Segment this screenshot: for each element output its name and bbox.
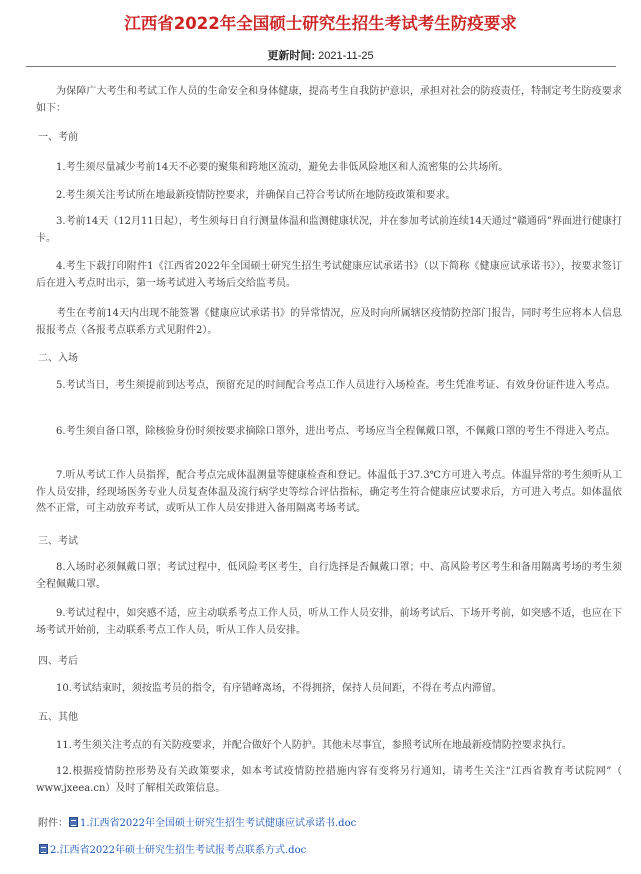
paragraph-2: 2.考生须关注考试所在地最新疫情防控要求，并确保自己符合考试所在地防疫政策和要求。 — [56, 190, 456, 201]
doc-icon — [69, 817, 78, 827]
doc-icon — [39, 844, 48, 854]
update-time-value: 2021-11-25 — [318, 50, 374, 62]
title-divider — [26, 66, 616, 67]
paragraph-10: 10.考试结束时，须按监考员的指令，有序错峰离场，不得拥挤，保持人员间距，不得在考点内滞留。 — [56, 683, 502, 694]
paragraph-7: 7.听从考试工作人员指挥，配合考点完成体温测量等健康检查和登记。体温低于37.3℃方可进入考点。体温异常的考生须听从工作人员安排，经现场医务专业人员复查体温及流行病学史等综合评估指标，确定考生符合健康应试要求后，方可进入考点。如体温依然不正常，可主动放弃考试，或听从工作人员安排进入备用隔离考场考试。 — [36, 470, 622, 514]
section-heading-entry: 二、入场 — [38, 353, 78, 364]
paragraph-6: 6.考生须自备口罩，除核验身份时须按要求摘除口罩外，进出考点、考场应当全程佩戴口罩，不佩戴口罩的考生不得进入考点。 — [56, 426, 616, 437]
attachment-link-2[interactable]: 2.江西省2022年硕士研究生招生考试报考点联系方式.doc — [50, 845, 307, 856]
attachment-row-1 — [38, 814, 356, 829]
section-heading-after-exam: 四、考后 — [38, 656, 78, 667]
paragraph-11: 11.考生须关注考点的有关防疫要求，并配合做好个人防护。其他未尽事宜，参照考试所在地最新疫情防控要求执行。 — [56, 740, 572, 751]
paragraph-4: 4.考生下载打印附件1《江西省2022年全国硕士研究生招生考试健康应试承诺书》（以下简称《健康应试承诺书》），按要求签订后在进入考点时出示，第一场考试进入考场后交给监考员。 — [36, 261, 622, 289]
intro-paragraph: 为保障广大考生和考试工作人员的生命安全和身体健康，提高考生自我防护意识，承担对社会的防疫责任，特制定考生防疫要求如下： — [36, 86, 622, 114]
page-title: 江西省2022年全国硕士研究生招生考试考生防疫要求 — [124, 14, 517, 33]
attachment-row-2 — [38, 841, 306, 856]
update-time — [0, 47, 641, 63]
attachments-label: 附件： — [38, 818, 68, 829]
section-heading-before-exam: 一、考前 — [38, 132, 78, 143]
update-time-label: 更新时间: — [267, 50, 316, 62]
section-heading-exam: 三、考试 — [38, 536, 78, 547]
paragraph-12: 12.根据疫情防控形势及有关政策要求，如本考试疫情防控措施内容有变将另行通知，请考生关注“江西省教育考试院网”（ www.jxeea.cn）及时了解相关政策信息。 — [36, 766, 632, 794]
paragraph-1: 1.考生须尽量减少考前14天不必要的聚集和跨地区流动，避免去非低风险地区和人流密集的公共场所。 — [56, 162, 509, 173]
paragraph-9: 9.考试过程中，如突感不适，应主动联系考点工作人员，听从工作人员安排，前场考试后、下场开考前，如突感不适，也应在下场考试开始前，主动联系考点工作人员，听从工作人员安排。 — [36, 608, 622, 636]
paragraph-8: 8.入场时必须佩戴口罩；考试过程中，低风险考区考生，自行选择是否佩戴口罩；中、高风险考区考生和备用隔离考场的考生须全程佩戴口罩。 — [36, 562, 622, 590]
section-heading-other: 五、其他 — [38, 712, 78, 723]
paragraph-3: 3.考前14天（12月11日起），考生须每日自行测量体温和监测健康状况，并在参加考试前连续14天通过“赣通码”界面进行健康打卡。 — [36, 216, 622, 244]
attachment-link-1[interactable]: 1.江西省2022年全国硕士研究生招生考试健康应试承诺书.doc — [80, 818, 357, 829]
paragraph-5: 5.考试当日，考生须提前到达考点，预留充足的时间配合考点工作人员进行入场检查。考生凭准考证、有效身份证件进入考点。 — [56, 380, 616, 391]
paragraph-4b: 考生在考前14天内出现不能签署《健康应试承诺书》的异常情况，应及时向所属辖区疫情防控部门报告，同时考生应将本人信息报报考点（各报考点联系方式见附件2）。 — [36, 308, 622, 336]
